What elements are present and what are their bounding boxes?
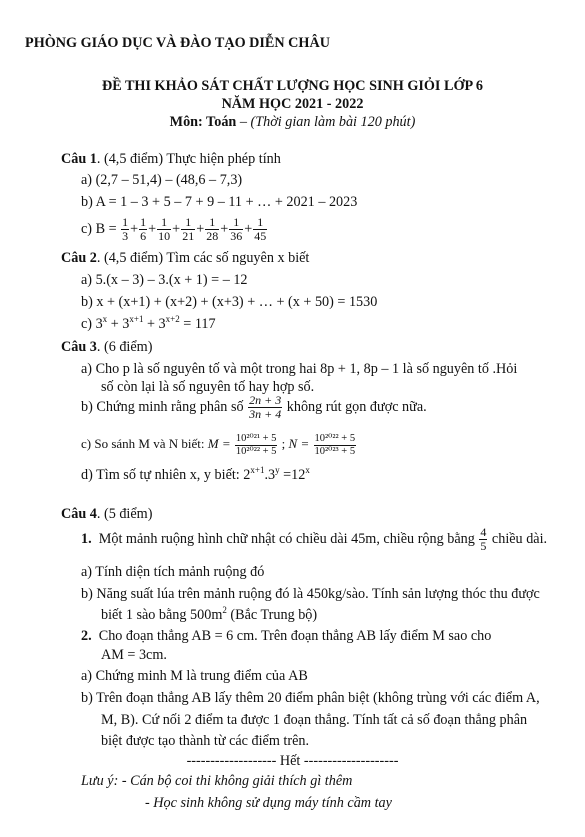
q3-b-fraction: $\frac{2n + 3}{3n + 4}$ [249, 393, 282, 422]
q3-part-b [81, 392, 427, 422]
q2-part-a: a) 5.(x – 3) – 3.(x + 1) = – 12 [81, 272, 248, 288]
end-mark: ------------------- Hết -------------------- [186, 753, 399, 769]
note-line-2: - Học sinh không sử dụng máy tính cầm tay [145, 795, 392, 811]
department-name: PHÒNG GIÁO DỤC VÀ ĐÀO TẠO DIỄN CHÂU [25, 35, 330, 51]
q1-c-fraction: $\frac{1}{6}$ [140, 215, 147, 244]
q3-part-a-line1: a) Cho p là số nguyên tố và một trong hai 8p + 1, 8p – 1 là số nguyên tố .Hỏi [81, 361, 518, 377]
q4-part-a2: a) Chứng minh M là trung điểm của AB [81, 668, 308, 684]
q1-part-c: c) B = $\frac{1}{3}$ + $\frac{1}{6}$ + $\frac{1}{10}$ + $\frac{1}{21}$ + $\frac{1}{28}$ + $\frac{1}{36}$ + $\frac{1}{45}$ [81, 215, 267, 244]
q3-c-n-label: N = [288, 436, 313, 451]
q4-part-b2-line3: biệt được tạo thành từ các điểm trên. [101, 733, 310, 749]
q1-intro: . (4,5 điểm) Thực hiện phép tính [96, 151, 281, 167]
q1-c-fraction: $\frac{1}{3}$ [122, 215, 129, 244]
subject-line [0, 113, 585, 131]
q3-c-n-fraction: $\frac{\text{10²⁰²² + 5}}{\text{10²⁰²³ + 5}}$ [314, 432, 356, 457]
q1-c-prefix: c) B = [81, 221, 121, 237]
q1-c-fraction: $\frac{1}{45}$ [254, 215, 267, 244]
q3-b-suffix: không rút gọn được nữa. [283, 399, 427, 415]
q3-b-prefix: b) Chứng minh rằng phân số [81, 399, 248, 415]
q2-intro: . (4,5 điểm) Tìm các số nguyên x biết [96, 250, 310, 266]
q2-part-b: b) x + (x+1) + (x+2) + (x+3) + … + (x + 50) = 1530 [81, 294, 378, 310]
q4-part-b-line2: biết 1 sào bằng $500m^2$ (Bắc Trung bộ) [101, 605, 318, 623]
q4-part-a: a) Tính diện tích mảnh ruộng đó [81, 564, 265, 580]
q4-problem-1 [81, 524, 547, 554]
time-note: – (Thời gian làm bài 120 phút) [236, 114, 416, 130]
note-line-1: Lưu ý: - Cán bộ coi thi không giải thích gì thêm [81, 773, 353, 789]
q1-title: Câu 1 [61, 151, 97, 167]
q1-heading [61, 150, 281, 168]
q1-c-fraction: $\frac{1}{28}$ [206, 215, 219, 244]
q1-c-fraction: $\frac{1}{21}$ [182, 215, 195, 244]
q1-c-fraction: $\frac{1}{36}$ [230, 215, 243, 244]
q3-heading [61, 338, 152, 356]
q4-p2-line1: Cho đoạn thẳng AB = 6 cm. Trên đoạn thẳng AB lấy điểm M sao cho [98, 628, 492, 644]
subject-label: Môn: Toán [169, 114, 237, 130]
q3-part-a-line2: số còn lại là số nguyên tố hay hợp số. [101, 379, 315, 395]
q4-problem-2-line1 [81, 627, 491, 645]
q1-part-b: b) A = 1 – 3 + 5 – 7 + 9 – 11 + … + 2021 – 2023 [81, 194, 358, 210]
q3-c-m-fraction: $\frac{\text{10²⁰²¹ + 5}}{\text{10²⁰²² + 5}}$ [235, 432, 277, 457]
q3-c-prefix: c) So sánh M và N biết: [81, 436, 208, 451]
q3-intro: . (6 điểm) [96, 339, 153, 355]
q2-title: Câu 2 [61, 250, 97, 266]
q4-p2-number: 2. [81, 628, 92, 644]
q4-p1-number: 1. [81, 531, 92, 547]
q3-title: Câu 3 [61, 339, 97, 355]
q4-title: Câu 4 [61, 506, 97, 522]
q1-part-a: a) (2,7 – 51,4) – (48,6 – 7,3) [81, 172, 243, 188]
exam-title: ĐỀ THI KHẢO SÁT CHẤT LƯỢNG HỌC SINH GIỎI LỚP 6 [101, 78, 484, 94]
q3-c-m-label: M = [207, 436, 234, 451]
q3-part-d: d) Tìm số tự nhiên x, y biết: $2^{x+1}.3^y =12^x$ [81, 465, 310, 483]
q4-p1-prefix: Một mảnh ruộng hình chữ nhật có chiều dài 45m, chiều rộng bằng [98, 531, 479, 547]
q4-intro: . (5 điểm) [96, 506, 153, 522]
q2-part-c: c) $3^x + 3^{x+1} + 3^{x+2} = 117$ [81, 314, 216, 332]
q4-part-b-line1: b) Năng suất lúa trên mảnh ruộng đó là 450kg/sào. Tính sản lượng thóc thu được [81, 586, 540, 602]
q4-p1-suffix: chiều dài. [488, 531, 548, 547]
q4-heading [61, 505, 152, 523]
q3-part-c [81, 429, 357, 459]
q4-part-b2-line2: M, B). Cứ nối 2 điểm ta được 1 đoạn thẳng. Tính tất cả số đoạn thẳng phân [101, 712, 528, 728]
q4-part-b2-line1: b) Trên đoạn thẳng AB lấy thêm 20 điểm phân biệt (không trùng với các điểm A, [81, 690, 540, 706]
q3-c-separator: ; [278, 436, 289, 451]
school-year: NĂM HỌC 2021 - 2022 [221, 96, 364, 112]
q1-c-fraction: $\frac{1}{10}$ [158, 215, 171, 244]
q4-p1-fraction: $\frac{4}{5}$ [480, 525, 487, 554]
q2-heading [61, 249, 309, 267]
q4-problem-2-line2: AM = 3cm. [101, 647, 167, 663]
